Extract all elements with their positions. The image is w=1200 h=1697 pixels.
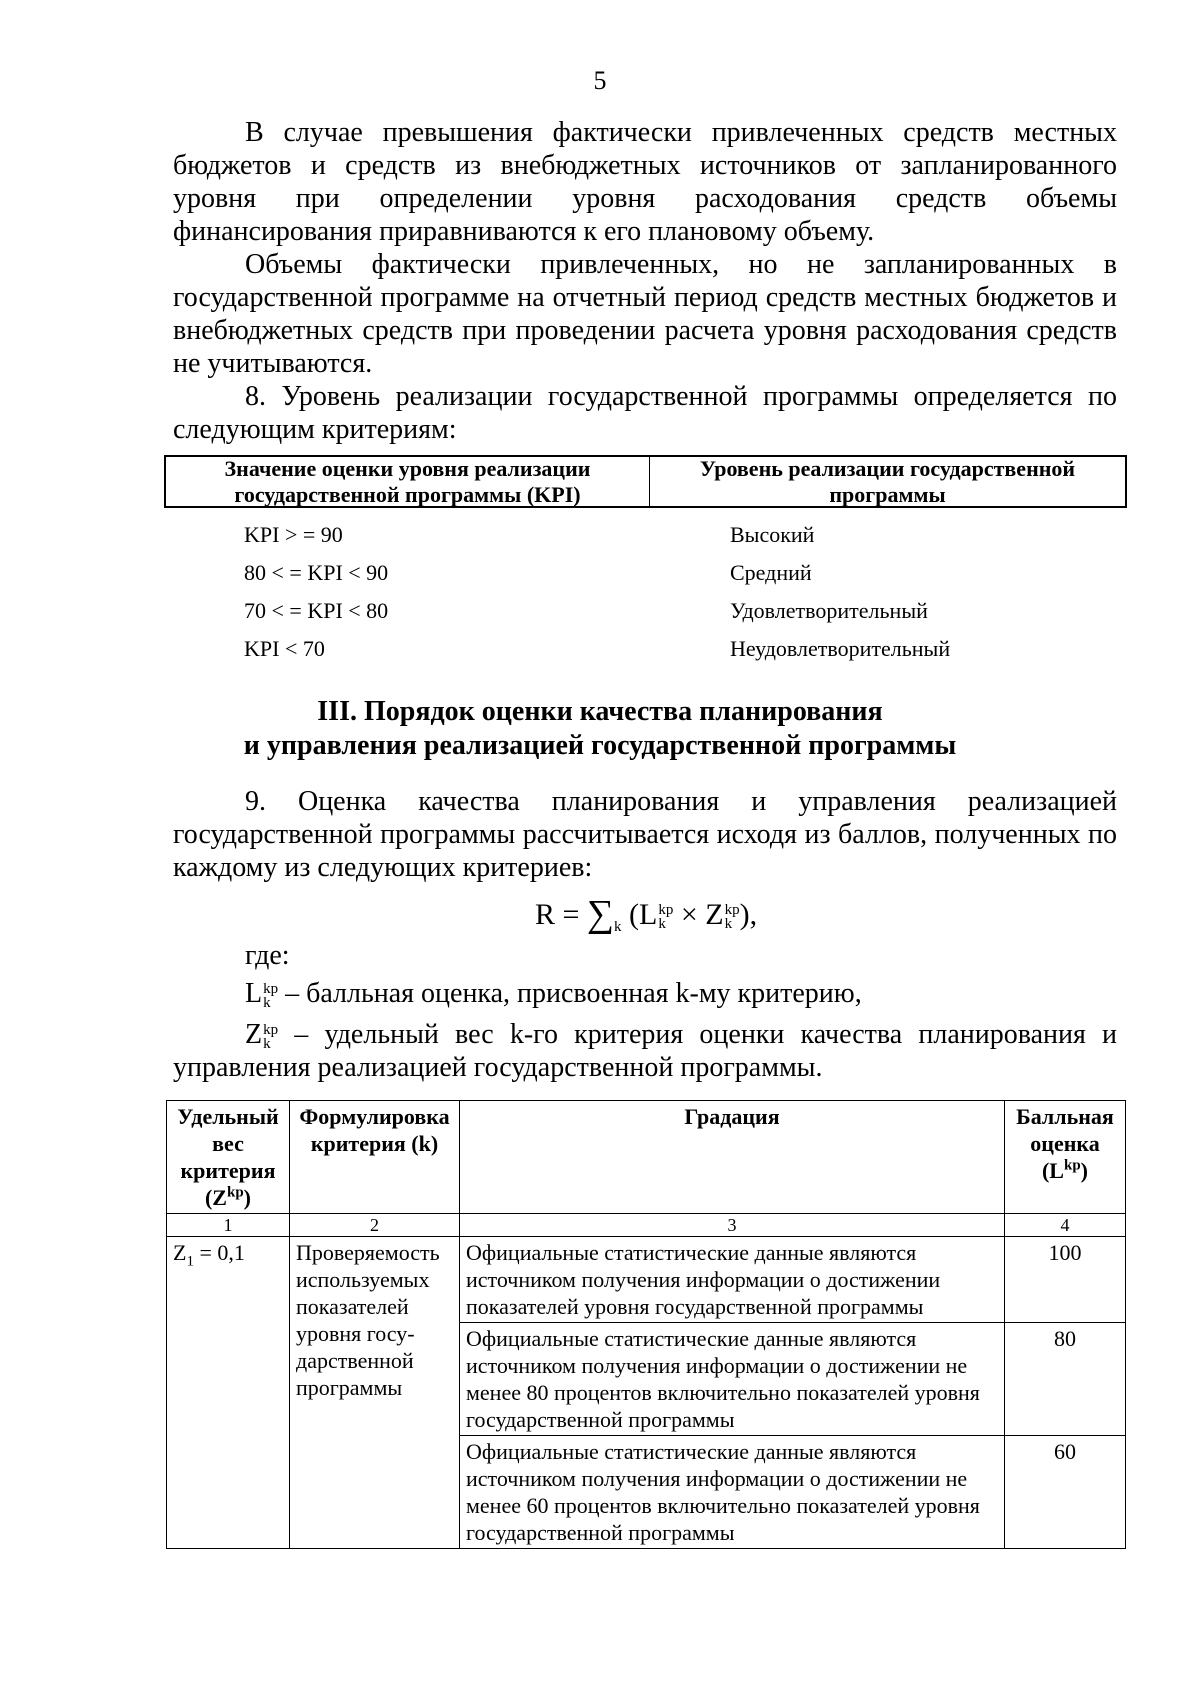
formula-close: ), <box>739 898 758 931</box>
kpi-header-level: Уровень реализации государственной программы <box>699 455 1076 507</box>
symbol-l-indices <box>263 982 278 1010</box>
gradation-text: Официальные статистические данные являются источником получения информации о достижении показателей уровня государственной программы <box>460 1237 1005 1323</box>
kpi-row <box>0 636 1200 664</box>
definition-l-text: – балльная оценка, присвоенная k-му критерию, <box>285 978 862 1009</box>
kpi-condition: 80 < = KPI < 90 <box>244 560 389 585</box>
kpi-level: Неудовлетворительный <box>730 636 951 661</box>
gradation-score: 60 <box>1005 1436 1126 1549</box>
formula-r <box>535 890 757 934</box>
kpi-header-value: Значение оценки уровня реализации государственной программы (KPI) <box>166 457 650 506</box>
criterion-text: Проверяемость используемых показателей уровня государственной программы <box>290 1237 460 1549</box>
criterion-weight <box>167 1237 290 1549</box>
paragraph-excess-funds: В случае превышения фактически привлеченных средств местных бюджетов и средств из внебюджетных источников от запланированного уровня при определении уровня расходования средств объемы финансирования приравниваются к его плановому объему. <box>173 117 1117 247</box>
weight-sub: 1 <box>186 1253 194 1270</box>
symbol-l-sup: kp <box>263 980 279 997</box>
column-number: 2 <box>290 1214 460 1237</box>
section-title <box>0 695 1200 763</box>
kpi-condition: 70 < = KPI < 80 <box>244 598 389 623</box>
gradation-text: Официальные статистические данные являются источником получения информации о достижении не менее 60 процентов включительно показателей уровня государственной программы <box>460 1436 1005 1549</box>
formula-z-indices <box>725 903 740 931</box>
where-label: где: <box>245 940 290 971</box>
sum-symbol: ∑ <box>586 893 615 935</box>
definition-z <box>173 1018 1117 1084</box>
paragraph-quality-assessment: 9. Оценка качества планирования и управления реализацией государственной программы рассчитывается исходя из баллов, полученных по каждому из следующих критериев: <box>173 786 1117 883</box>
kpi-condition: KPI > = 90 <box>244 522 343 547</box>
symbol-z-sup: kp <box>263 1021 279 1038</box>
header-score-sup: kp <box>1063 1157 1081 1174</box>
kpi-row <box>0 598 1200 626</box>
kpi-table-header <box>164 455 1127 508</box>
definition-l <box>245 978 862 1010</box>
column-number: 3 <box>460 1214 1005 1237</box>
formula-l-indices <box>658 903 673 931</box>
formula-z-sub: k <box>724 916 733 933</box>
kpi-row <box>0 560 1200 588</box>
formula-l: L <box>639 898 658 931</box>
formula-lhs: R = <box>535 898 580 931</box>
paragraph-unplanned-funds: Объемы фактически привлеченных, но не запланированных в государственной программе на отчетный период средств местных бюджетов и внебюджетных средств при проведении расчета уровня расходования средств не учитываются. <box>173 249 1117 379</box>
section-title-line2: и управления реализацией государственной программы <box>243 730 957 761</box>
header-criterion: Формулировка критерия (k) <box>290 1101 460 1214</box>
definition-z-text: – удельный вес k-го критерия оценки качества планирования и управления реализацией государственной программы. <box>173 1019 1117 1083</box>
formula-times: × <box>680 898 698 931</box>
header-gradation: Градация <box>460 1101 1005 1214</box>
formula-open: ( <box>629 898 640 931</box>
formula-l-sub: k <box>658 916 666 933</box>
kpi-level: Высокий <box>730 522 815 547</box>
paragraph-criteria-intro: 8. Уровень реализации государственной программы определяется по следующим критериям: <box>173 381 1117 445</box>
header-weight-text: Удельный вес критерия (Z <box>177 1104 279 1210</box>
sum-index: k <box>614 919 622 935</box>
header-weight-sup: kp <box>226 1184 244 1201</box>
column-number: 4 <box>1005 1214 1126 1237</box>
symbol-l-sub: k <box>263 994 271 1011</box>
formula-z: Z <box>705 898 724 931</box>
criteria-table <box>166 1100 1126 1549</box>
symbol-z: Z <box>245 1019 263 1050</box>
symbol-z-sub: k <box>263 1035 271 1052</box>
table-row <box>167 1237 1126 1323</box>
criteria-header-row <box>167 1101 1126 1214</box>
header-score: Балльная оценка $(L^{kp})$ <box>1005 1101 1126 1214</box>
formula-l-sup: kp <box>658 902 674 919</box>
gradation-text: Официальные статистические данные являются источником получения информации о достижении не менее 80 процентов включительно показателей уровня государственной программы <box>460 1323 1005 1436</box>
kpi-condition: KPI < 70 <box>244 636 325 661</box>
kpi-row <box>0 522 1200 550</box>
kpi-level: Средний <box>730 560 812 585</box>
section-title-line1: III. Порядок оценки качества планирования <box>317 696 883 727</box>
kpi-level: Удовлетворительный <box>730 598 928 623</box>
column-number-row <box>167 1214 1126 1237</box>
weight-symbol: Z <box>173 1240 187 1265</box>
gradation-score: 100 <box>1005 1237 1126 1323</box>
header-score-text: Балльная оценка (L <box>1016 1104 1114 1183</box>
symbol-z-indices <box>263 1023 278 1051</box>
header-weight: Удельный вес критерия $(Z^{kp})$ <box>167 1101 290 1214</box>
page-number: 5 <box>593 66 607 95</box>
gradation-score: 80 <box>1005 1323 1126 1436</box>
formula-z-sup: kp <box>724 902 740 919</box>
column-number: 1 <box>167 1214 290 1237</box>
symbol-l: L <box>245 978 263 1009</box>
weight-value: = 0,1 <box>193 1240 245 1265</box>
